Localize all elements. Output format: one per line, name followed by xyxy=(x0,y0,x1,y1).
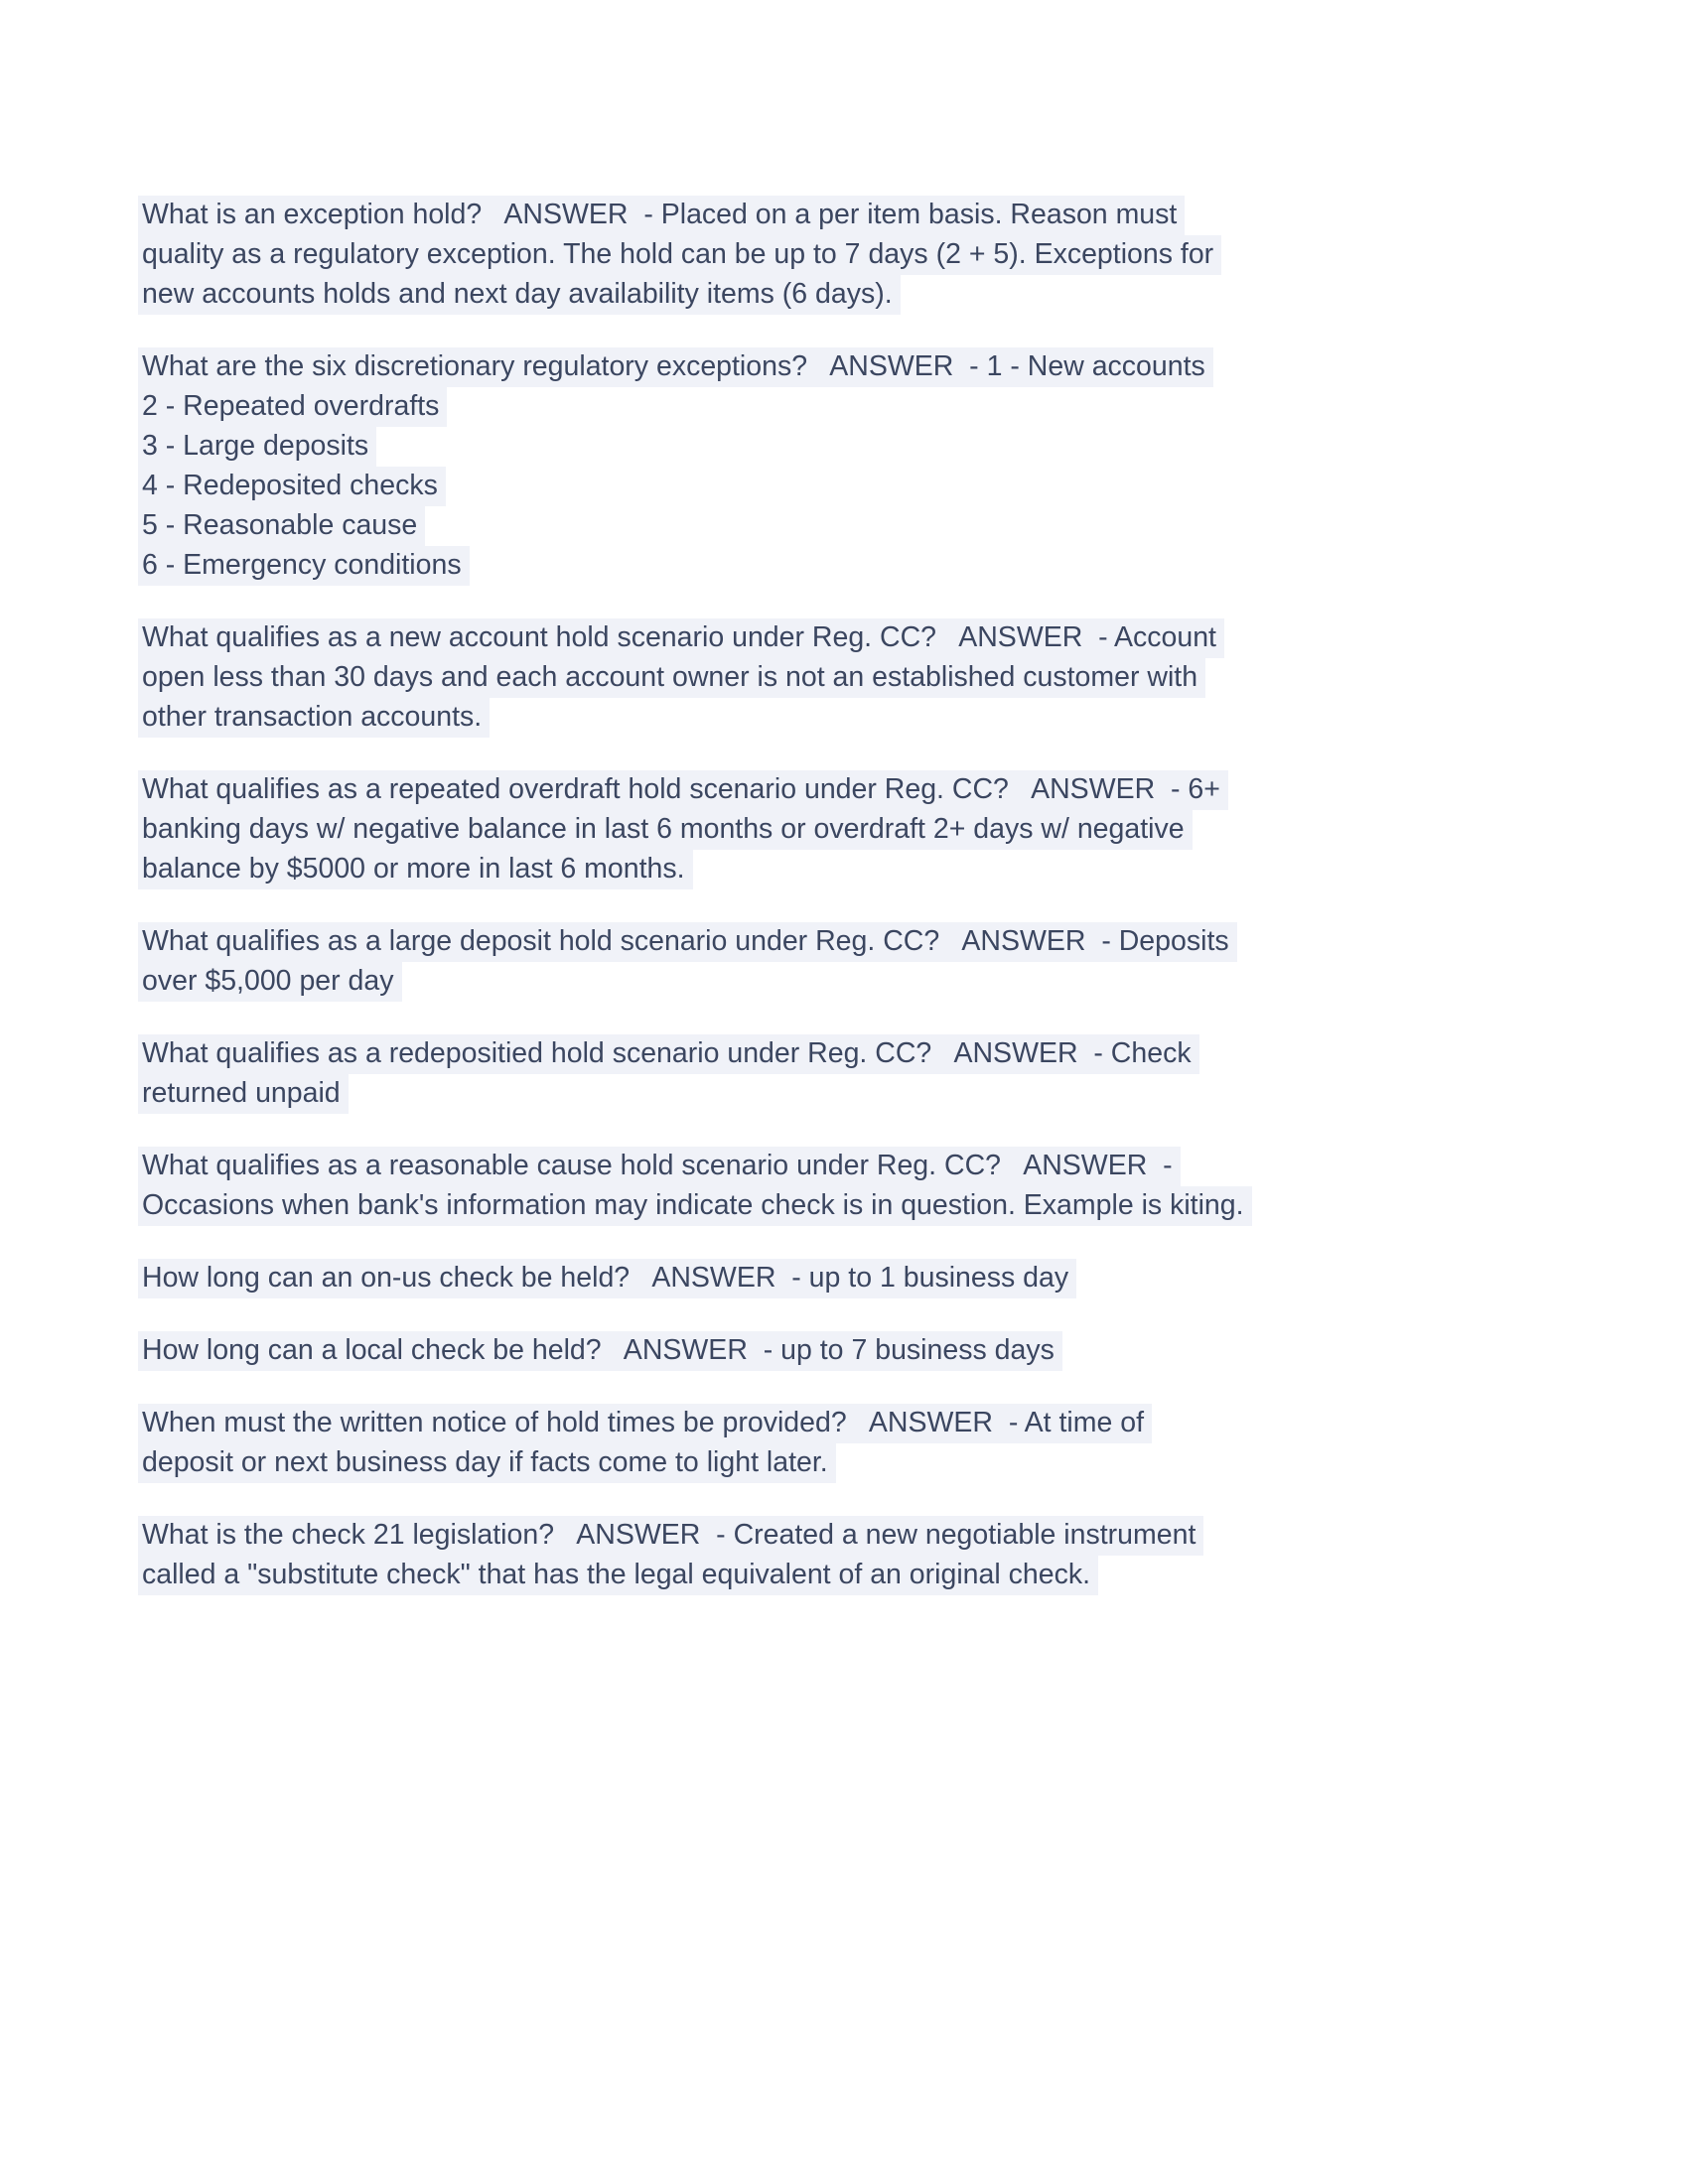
qa-line-row xyxy=(142,1259,1612,1298)
qa-block xyxy=(142,1516,1612,1595)
qa-line-row xyxy=(142,1331,1612,1371)
qa-block xyxy=(142,196,1612,315)
qa-line-text: What qualifies as a large deposit hold scenario under Reg. CC? ANSWER - Deposits xyxy=(138,922,1237,962)
qa-block xyxy=(142,1147,1612,1226)
qa-block xyxy=(142,1331,1612,1371)
qa-line-text: 4 - Redeposited checks xyxy=(138,467,446,506)
qa-line-text: deposit or next business day if facts come to light later. xyxy=(138,1443,836,1483)
qa-block xyxy=(142,922,1612,1002)
qa-line-text: other transaction accounts. xyxy=(138,698,490,738)
qa-line-text: called a "substitute check" that has the legal equivalent of an original check. xyxy=(138,1556,1098,1595)
qa-line-text: quality as a regulatory exception. The hold can be up to 7 days (2 + 5). Exceptions for xyxy=(138,235,1221,275)
qa-block xyxy=(142,618,1612,738)
qa-line-row xyxy=(142,770,1612,810)
document-body xyxy=(142,196,1612,1628)
qa-line-row xyxy=(142,1404,1612,1443)
qa-block xyxy=(142,1034,1612,1114)
qa-line-text: balance by $5000 or more in last 6 months. xyxy=(138,850,693,889)
qa-line-row xyxy=(142,275,1612,315)
qa-line-row xyxy=(142,235,1612,275)
qa-line-row xyxy=(142,1556,1612,1595)
qa-line-row xyxy=(142,546,1612,586)
qa-block xyxy=(142,770,1612,889)
qa-line-row xyxy=(142,387,1612,427)
qa-line-row xyxy=(142,922,1612,962)
qa-line-row xyxy=(142,1443,1612,1483)
qa-line-row xyxy=(142,962,1612,1002)
qa-line-text: What qualifies as a reasonable cause hold scenario under Reg. CC? ANSWER - xyxy=(138,1147,1181,1186)
qa-line-row xyxy=(142,658,1612,698)
qa-line-row xyxy=(142,1186,1612,1226)
qa-line-row xyxy=(142,850,1612,889)
qa-line-text: What is an exception hold? ANSWER - Placed on a per item basis. Reason must xyxy=(138,196,1185,235)
qa-line-row xyxy=(142,1074,1612,1114)
qa-line-row xyxy=(142,1034,1612,1074)
qa-line-text: new accounts holds and next day availability items (6 days). xyxy=(138,275,901,315)
qa-line-row xyxy=(142,1147,1612,1186)
qa-block xyxy=(142,1404,1612,1483)
qa-line-row xyxy=(142,427,1612,467)
qa-line-text: over $5,000 per day xyxy=(138,962,402,1002)
qa-line-row xyxy=(142,196,1612,235)
qa-line-text: How long can a local check be held? ANSWER - up to 7 business days xyxy=(138,1331,1062,1371)
qa-line-text: What qualifies as a new account hold scenario under Reg. CC? ANSWER - Account xyxy=(138,618,1224,658)
qa-line-text: What qualifies as a redepositied hold scenario under Reg. CC? ANSWER - Check xyxy=(138,1034,1199,1074)
qa-line-text: Occasions when bank's information may indicate check is in question. Example is kiting. xyxy=(138,1186,1252,1226)
qa-line-text: open less than 30 days and each account owner is not an established customer with xyxy=(138,658,1205,698)
qa-line-text: How long can an on-us check be held? ANSWER - up to 1 business day xyxy=(138,1259,1076,1298)
qa-line-row xyxy=(142,698,1612,738)
qa-line-row xyxy=(142,506,1612,546)
qa-line-text: banking days w/ negative balance in last 6 months or overdraft 2+ days w/ negative xyxy=(138,810,1193,850)
qa-line-text: What are the six discretionary regulatory exceptions? ANSWER - 1 - New accounts xyxy=(138,347,1213,387)
qa-block xyxy=(142,1259,1612,1298)
qa-line-row xyxy=(142,467,1612,506)
qa-line-text: 6 - Emergency conditions xyxy=(138,546,470,586)
qa-line-text: When must the written notice of hold times be provided? ANSWER - At time of xyxy=(138,1404,1152,1443)
qa-line-row xyxy=(142,810,1612,850)
qa-line-text: 5 - Reasonable cause xyxy=(138,506,425,546)
qa-line-row xyxy=(142,347,1612,387)
qa-line-text: What is the check 21 legislation? ANSWER - Created a new negotiable instrument xyxy=(138,1516,1203,1556)
qa-line-text: 3 - Large deposits xyxy=(138,427,376,467)
qa-line-row xyxy=(142,618,1612,658)
qa-block xyxy=(142,347,1612,586)
qa-line-text: What qualifies as a repeated overdraft hold scenario under Reg. CC? ANSWER - 6+ xyxy=(138,770,1228,810)
qa-line-row xyxy=(142,1516,1612,1556)
qa-line-text: returned unpaid xyxy=(138,1074,349,1114)
qa-line-text: 2 - Repeated overdrafts xyxy=(138,387,447,427)
